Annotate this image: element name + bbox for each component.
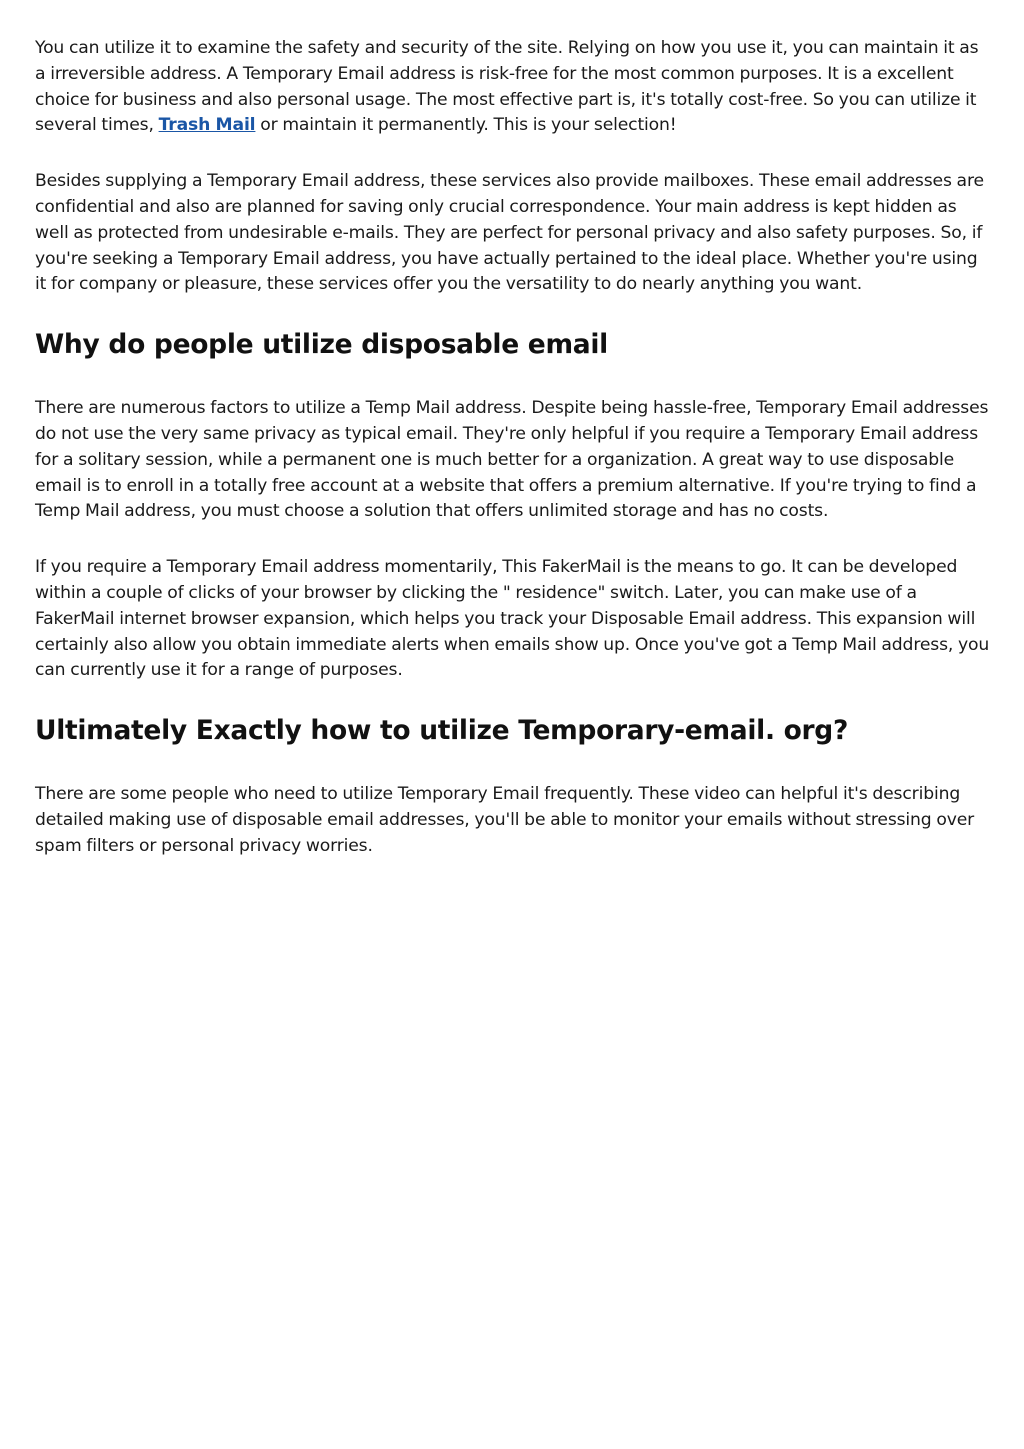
trash-mail-link[interactable]: Trash Mail: [158, 115, 256, 136]
section-heading-why: Why do people utilize disposable email: [35, 329, 608, 361]
paragraph-1-text-after: or maintain it permanently. This is your selection!: [255, 115, 677, 136]
section-heading-ultimately: Ultimately Exactly how to utilize Temporary-email. org?: [35, 715, 849, 747]
paragraph-5: There are some people who need to utilize Temporary Email frequently. These video can helpful it's describing detailed making use of disposable email addresses, you'll be able to monitor your emails without stressing over spam filters or personal privacy worries.: [35, 784, 975, 856]
paragraph-4: If you require a Temporary Email address momentarily, This FakerMail is the means to go. It can be developed within a couple of clicks of your browser by clicking the " residence" switch. Later, you can make use of a FakerMail internet browser expansion, which helps you track your Disposable Email address. This expansion will certainly also allow you obtain immediate alerts when emails show up. Once you've got a Temp Mail address, you can currently use it for a range of purposes.: [35, 557, 990, 681]
paragraph-3: There are numerous factors to utilize a Temp Mail address. Despite being hassle-free, Temporary Email addresses do not use the very same privacy as typical email. They're only helpful if you require a Temporary Email address for a solitary session, while a permanent one is much better for a organization. A great way to use disposable email is to enroll in a totally free account at a website that offers a premium alternative. If you're trying to find a Temp Mail address, you must choose a solution that offers unlimited storage and has no costs.: [35, 398, 989, 522]
article-body: [35, 36, 990, 860]
paragraph-1-text-before: You can utilize it to examine the safety and security of the site. Relying on how you use it, you can maintain it as a irreversible address. A Temporary Email address is risk-free for the most common purposes. It is a excellent choice for business and also personal usage. The most effective part is, it's totally cost-free. So you can utilize it several times,: [35, 38, 979, 136]
paragraph-1: [35, 36, 990, 139]
paragraph-2: Besides supplying a Temporary Email address, these services also provide mailboxes. These email addresses are confidential and also are planned for saving only crucial correspondence. Your main address is kept hidden as well as protected from undesirable e-mails. They are perfect for personal privacy and also safety purposes. So, if you're seeking a Temporary Email address, you have actually pertained to the ideal place. Whether you're using it for company or pleasure, these services offer you the versatility to do nearly anything you want.: [35, 171, 984, 295]
